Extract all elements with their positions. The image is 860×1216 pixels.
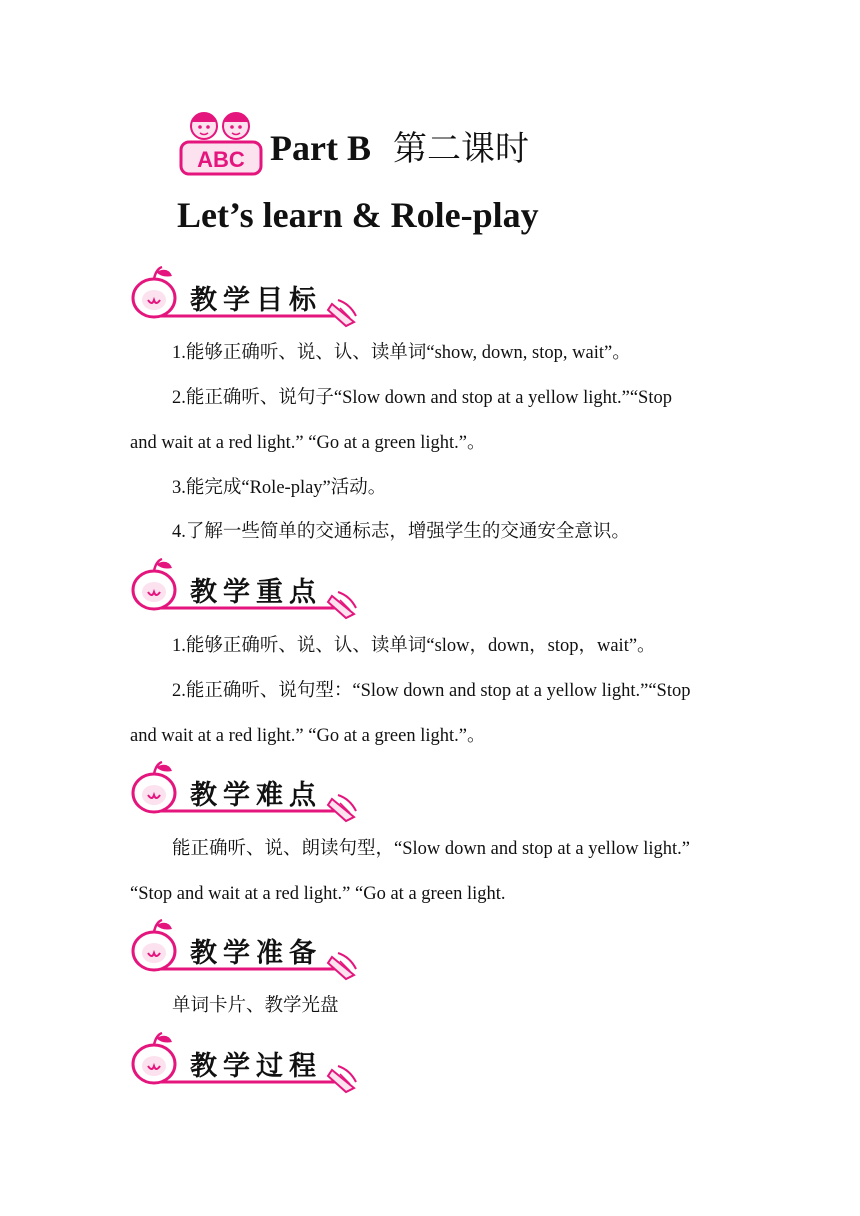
- apple-icon: [133, 267, 175, 317]
- title-lesson: 第二课时: [392, 129, 529, 169]
- section-title: 教学重点: [190, 577, 322, 608]
- title-part: Part B: [270, 128, 371, 168]
- page-title: [270, 128, 529, 169]
- key-point-line-2: 2.能正确听、说句型：“Slow down and stop at a yellow light.”“Stop: [172, 681, 691, 701]
- preparation-line-1: 单词卡片、教学光盘: [172, 996, 339, 1016]
- objective-line-1: 1.能够正确听、说、认、读单词“show, down, stop, wait”。: [172, 343, 631, 363]
- writing-hand-icon: [328, 795, 356, 821]
- apple-icon: [133, 920, 175, 970]
- key-point-line-1: 1.能够正确听、说、认、读单词“slow，down，stop，wait”。: [172, 636, 656, 656]
- section-title: 教学难点: [190, 780, 322, 811]
- section-heading-objectives: [128, 264, 364, 330]
- difficulty-line-1: 能正确听、说、朗读句型，“Slow down and stop at a yellow light.”: [172, 839, 690, 859]
- writing-hand-icon: [328, 300, 356, 326]
- section-heading-difficulties: [128, 759, 364, 825]
- section-heading-key-points: [128, 556, 364, 622]
- key-point-line-2-cont: and wait at a red light.” “Go at a green light.”。: [130, 726, 486, 746]
- writing-hand-icon: [328, 953, 356, 979]
- objective-line-2-cont: and wait at a red light.” “Go at a green light.”。: [130, 433, 486, 453]
- section-heading-process: [128, 1030, 364, 1096]
- difficulty-line-2: “Stop and wait at a red light.” “Go at a green light.: [130, 884, 506, 904]
- objective-line-2: 2.能正确听、说句子“Slow down and stop at a yellow light.”“Stop: [172, 388, 672, 408]
- objective-line-3: 3.能完成“Role-play”活动。: [172, 478, 387, 498]
- section-title: 教学目标: [190, 285, 322, 316]
- apple-icon: [133, 1033, 175, 1083]
- section-title: 教学过程: [190, 1051, 322, 1082]
- kids-abc-icon: [178, 106, 264, 176]
- section-title: 教学准备: [190, 938, 322, 969]
- writing-hand-icon: [328, 1066, 356, 1092]
- apple-icon: [133, 559, 175, 609]
- page-subtitle: Let’s learn & Role-play: [177, 195, 539, 235]
- logo-text: ABC: [197, 147, 245, 172]
- section-heading-preparation: [128, 917, 364, 983]
- writing-hand-icon: [328, 592, 356, 618]
- apple-icon: [133, 762, 175, 812]
- objective-line-4: 4.了解一些简单的交通标志，增强学生的交通安全意识。: [172, 522, 630, 542]
